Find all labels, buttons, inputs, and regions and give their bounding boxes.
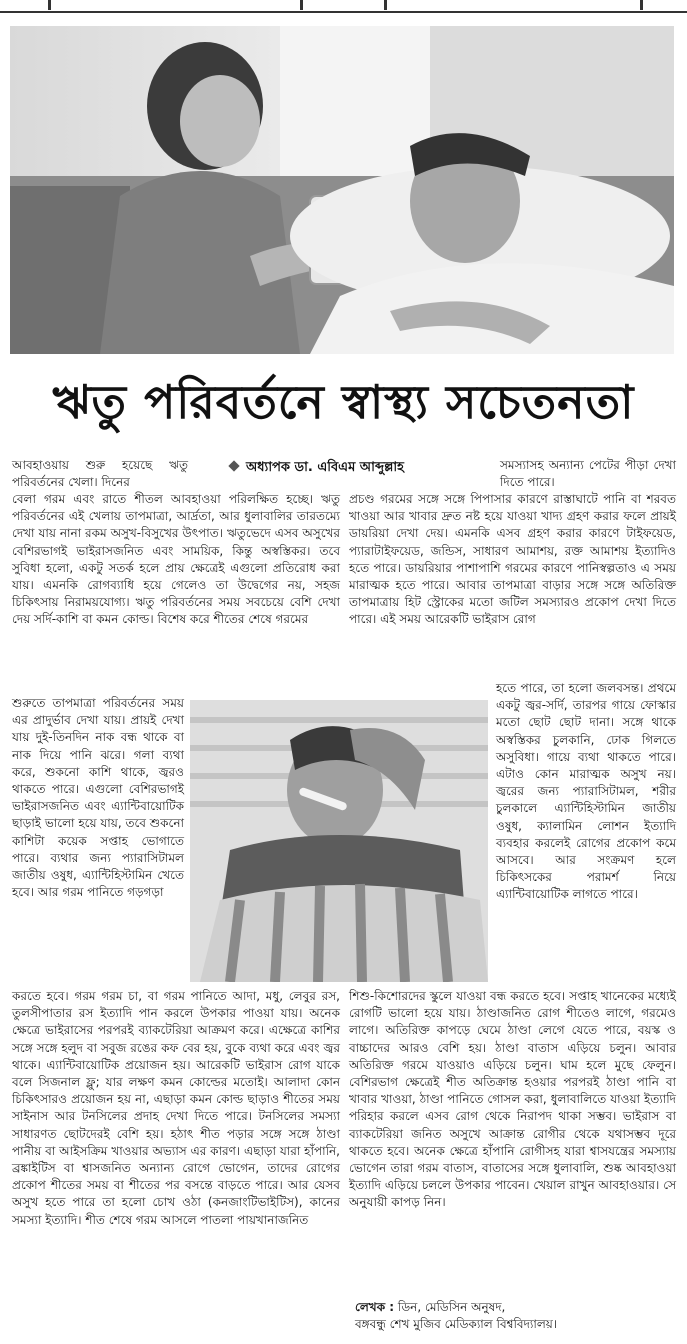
top-photo-image <box>10 26 674 354</box>
top-rule <box>0 0 687 20</box>
article-right-narrow: হতে পারে, তা হলো জলবসন্ত। প্রথমে একটু জ্বর-সর্দি, তারপর গায়ে ফোস্কার মতো ছোট ছোট দানা। সঙ্গে থাকে অস্বস্তিকর চুলকানি, ঢোক গিলতে অসুবিধা। গায়ে ব্যথা থাকতে পারে। এটাও কোন মারাত্মক অসুখ নয়। জ্বরের জন্য প্যারাসিটামল, শরীর চুলকালে এ্যান্টিহিস্টামিন জাতীয় ওষুধ, ক্যালামিন লোশন ইত্যাদি ব্যবহার করলেই রোগের প্রকোপ কমে আসবে। আর সংক্রমণ হলে চিকিৎসকের পরামর্শ নিয়ে এ্যান্টিবায়োটিক লাগতে পারে। <box>496 681 676 902</box>
inset-photo <box>190 700 488 982</box>
author-label: লেখক : <box>355 1300 395 1314</box>
headline: ঋতু পরিবর্তনে স্বাস্থ্য সচেতনতা <box>52 375 635 429</box>
article-block-d: শিশু-কিশোরদের স্কুলে যাওয়া বন্ধ করতে হবে। সপ্তাহ খানেকের মধ্যেই রোগটি ভালো হয়ে যায়। ঠাণ্ডাজনিত রোগ শীতেও লাগে, গরমেও লাগে। অতিরিক্ত কাপড়ে ঘেমে ঠাণ্ডা লেগে যেতে পারে, বয়স্ক ও বাচ্চাদের আরও বেশি হয়। ঠাণ্ডা বাতাস এড়িয়ে চলুন। আবার অতিরিক্ত গরমে যাওয়াও এড়িয়ে চলুন। ঘাম হলে মুছে ফেলুন। বেশিরভাগ ক্ষেত্রেই শীত অতিক্রান্ত হওয়ার পরপরই ঠাণ্ডা পানি বা খাবার খাওয়া, ঠাণ্ডা পানিতে গোসল করা, ধুলাবালিতে যাওয়া ইত্যাদি পরিহার করলে এসব রোগ থেকে নিরাপদ থাকা সম্ভব। ভাইরাস বা ব্যাকটেরিয়া জনিত অসুখে আক্রান্ত রোগীর থেকে যথাসম্ভব দূরে থাকতে হবে। অনেক ক্ষেত্রে হাঁপানি রোগীসহ যারা শ্বাসযন্ত্রের সমস্যায় ভোগেন তারা গরম বাতাস, বাতাসের সঙ্গে ধুলাবালি, শুষ্ক আবহাওয়া ইত্যাদি এড়িয়ে চললে উপকার পাবেন। খেয়াল রাখুন আবহাওয়ার। সে অনুযায়ী কাপড় নিন। <box>349 989 676 1210</box>
top-photo <box>10 26 674 354</box>
article-col1-top: আবহাওয়ায় শুরু হয়েছে ঋতু পরিবর্তনের খেলা। দিনের <box>12 458 188 490</box>
byline <box>230 458 404 479</box>
article-block-b: করতে হবে। গরম গরম চা, বা গরম পানিতে আদা, মধু, লেবুর রস, তুলসীপাতার রস ইত্যাদি পান করলে উপকার পাওয়া যায়। অনেক ক্ষেত্রে ভাইরাসের পরপরই ব্যাকটেরিয়া আক্রমণ করে। এক্ষেত্রে কাশির সঙ্গে সঙ্গে হলুদ বা সবুজ রঙের কফ বের হয়, বুকে ব্যথা করে এবং জ্বর থাকে। এ্যান্টিবায়োটিক প্রয়োজন হয়। আরেকটি ভাইরাস রোগ যাকে বলে সিজনাল ফ্লু; যার লক্ষণ কমন কোল্ডের মতোই। আলাদা কোন চিকিৎসারও প্রয়োজন হয় না, এছাড়া কমন কোল্ড ছাড়াও শীতের সময় সাইনাস আর টনসিলের প্রদাহ দেখা দিতে পারে। টনসিলের সমস্যা সাধারণত ছোটদেরই বেশি হয়। হঠাৎ শীত পড়ার সঙ্গে সঙ্গে ঠাণ্ডা পানীয় বা আইসক্রিম খাওয়ার অভ্যাস এর কারণ। এছাড়া যারা হাঁপানি, ব্রঙ্কাইটিস বা শ্বাসজনিত অন্যান্য রোগে ভোগেন, তাদের রোগের প্রকোপ শীতের সময় বা শীতের পর বসন্তে বাড়তে পারে। আর যেসব অসুখ হতে পারে তা হলো চোখ ওঠা (কনজাংটিভাইটিস), কানের সমস্যা ইত্যাদি। শীত শেষে গরম আসলে পাতলা পায়খানাজনিত <box>12 989 340 1227</box>
author-line2: বঙ্গবন্ধু শেখ মুজিব মেডিক্যাল বিশ্ববিদ্যালয়। <box>355 1317 558 1332</box>
author-line1: ডিন, মেডিসিন অনুষদ, <box>397 1300 506 1314</box>
byline-text: অধ্যাপক ডা. এবিএম আব্দুল্লাহ <box>246 460 404 475</box>
article-block-c: প্রচণ্ড গরমের সঙ্গে সঙ্গে পিপাসার কারণে রাস্তাঘাটে পানি বা শরবত খাওয়া আর খাবার দ্রুত নষ্ট হয়ে যাওয়া খাদ্য গ্রহণ করার ফলে প্রায়ই ডায়রিয়া দেখা দেয়। এমনকি এসব গ্রহণ করার কারণে টাইফয়েড, প্যারাটাইফয়েড, জন্ডিস, সাধারণ আমাশয়, রক্ত আমাশয় ইত্যাদিও হতে পারে। ডায়রিয়ার পাশাপাশি গরমের কারণে পানিস্বল্পতাও এ সময় মারাত্মক হতে পারে। আবার তাপমাত্রা বাড়ার সঙ্গে সঙ্গে অতিরিক্ত তাপমাত্রায় হিট স্ট্রোকের মতো জটিল সমস্যারও প্রকোপ দেখা দিতে পারে। এই সময় আরেকটি ভাইরাস রোগ <box>349 492 676 627</box>
article-left-narrow: শুরুতে তাপমাত্রা পরিবর্তনের সময় এর প্রাদুর্ভাব দেখা যায়। প্রায়ই দেখা যায় দুই-তিনদিন নাক বন্ধ থাকে বা নাক দিয়ে পানি ঝরে। গলা ব্যথা করে, শুকনো কাশি থাকে, জ্বরও থাকতে পারে। এগুলো বেশিরভাগই ভাইরাসজনিত এবং এ্যান্টিবায়োটিক ছাড়াই ভালো হয়ে যায়, তবে শুকনো কাশিটা কয়েক সপ্তাহ ভোগাতে পারে। ব্যথার জন্য প্যারাসিটামল জাতীয় ওষুধ, এ্যান্টিহিস্টামিন খেতে হবে। আর গরম পানিতে গড়গড়া <box>12 696 184 900</box>
diamond-icon <box>228 460 239 471</box>
author-credit <box>355 1299 677 1333</box>
article-block-a: বেলা গরম এবং রাতে শীতল আবহাওয়া পরিলক্ষিত হচ্ছে। ঋতু পরিবর্তনের এই খেলায় তাপমাত্রা, আর্দ্রতা, আর ধুলাবালির তারতম্যে দেখা যায় নানা রকম অসুখ-বিসুখের উৎপাত। ঋতুভেদে এসব অসুখের বেশিরভাগই ভাইরাসজনিত এবং সাময়িক, কিন্তু অস্বস্তিকর। তবে সুবিধা হলো, একটু সতর্ক হলে প্রায় ক্ষেত্রেই এগুলো প্রতিরোধ করা যায়। এমনকি রোগব্যাধি হয়ে গেলেও তা উদ্বেগের নয়, সহজ চিকিৎসায় নিরাময়যোগ্য। ঋতু পরিবর্তনের সময় সবচেয়ে বেশি দেখা দেয় সর্দি-কাশি বা কমন কোল্ড। বিশেষ করে শীতের শেষে গরমের <box>12 492 340 627</box>
inset-photo-image <box>190 700 488 982</box>
article-col2-top: সমস্যাসহ অন্যান্য পেটের পীড়া দেখা দিতে পারে। <box>500 458 676 490</box>
